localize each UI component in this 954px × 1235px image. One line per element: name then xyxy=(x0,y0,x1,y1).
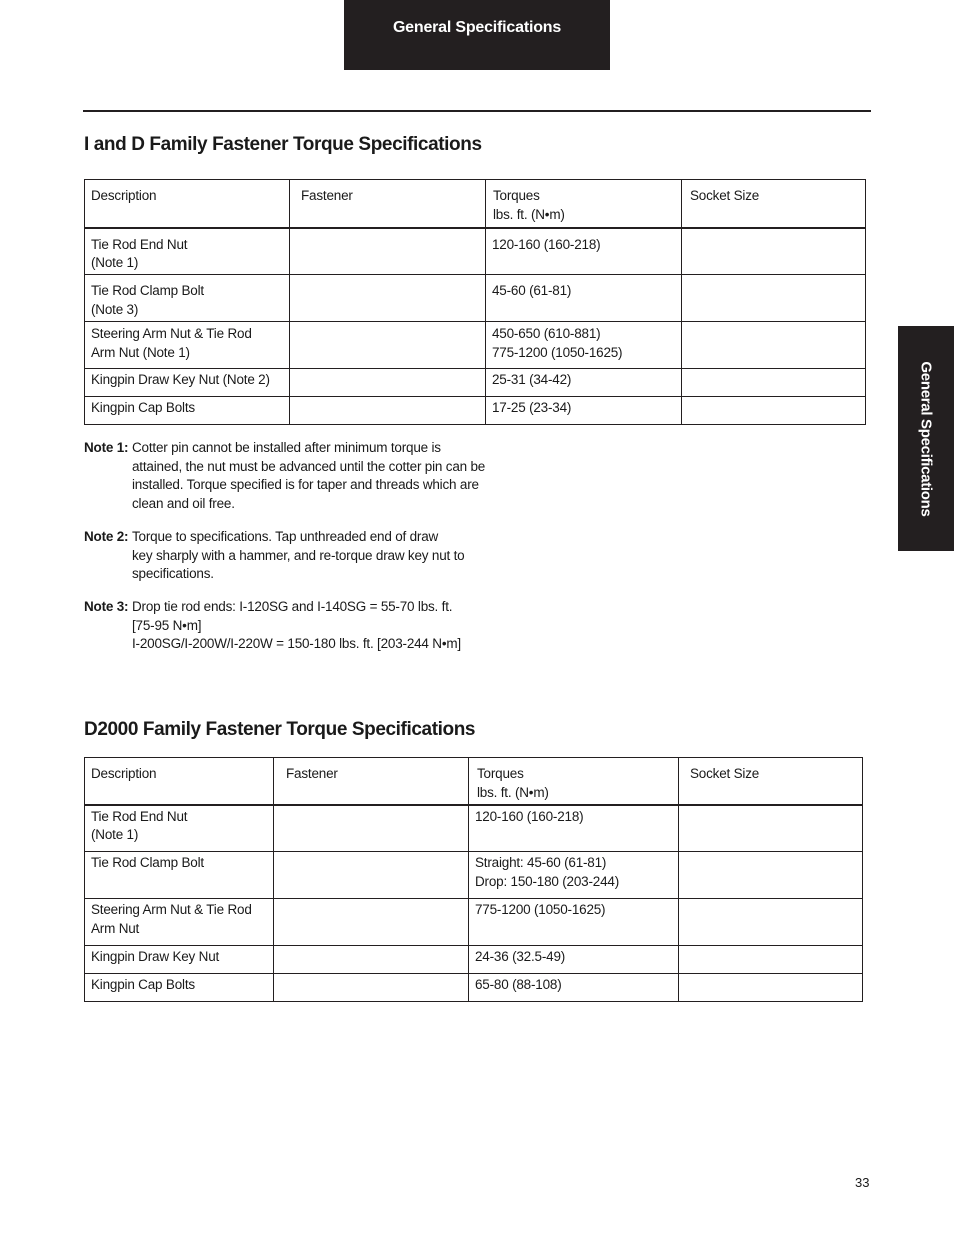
cell-torques: Straight: 45-60 (61-81) Drop: 150-180 (203-244) xyxy=(469,852,679,899)
cell-fastener xyxy=(290,275,486,322)
note-label: Note 2: xyxy=(84,528,129,544)
cell-description: Tie Rod Clamp Bolt xyxy=(85,852,274,899)
cell-socket-size xyxy=(679,805,863,852)
cell-fastener xyxy=(290,369,486,397)
note-1 xyxy=(84,439,494,514)
side-tab-label: General Specifications xyxy=(917,360,935,517)
cell-torques: 775-1200 (1050-1625) xyxy=(469,899,679,946)
cell-fastener xyxy=(274,852,469,899)
cell-description: Kingpin Draw Key Nut (Note 2) xyxy=(85,369,290,397)
col-header-socket-size: Socket Size xyxy=(679,758,863,805)
table-row xyxy=(85,275,866,322)
cell-torques: 120-160 (160-218) xyxy=(486,228,682,275)
table-row xyxy=(85,369,866,397)
cell-fastener xyxy=(274,946,469,974)
cell-fastener xyxy=(290,322,486,369)
table-row xyxy=(85,322,866,369)
cell-socket-size xyxy=(679,899,863,946)
cell-description: Steering Arm Nut & Tie Rod Arm Nut xyxy=(85,899,274,946)
side-tab xyxy=(898,326,954,551)
cell-description: Steering Arm Nut & Tie Rod Arm Nut (Note 1) xyxy=(85,322,290,369)
note-text: Torque to specifications. Tap unthreaded end of draw key sharply with a hammer, and re-torque draw key nut to specifications. xyxy=(132,528,465,582)
col-header-socket-size: Socket Size xyxy=(682,180,866,228)
notes-block xyxy=(84,439,494,668)
cell-fastener xyxy=(274,899,469,946)
cell-socket-size xyxy=(679,974,863,1002)
note-label: Note 3: xyxy=(84,598,129,614)
cell-socket-size xyxy=(679,946,863,974)
col-header-torques: Torques lbs. ft. (N•m) xyxy=(469,758,679,805)
note-text: Drop tie rod ends: I-120SG and I-140SG = 55-70 lbs. ft. [75-95 N•m] I-200SG/I-200W/I-220W = 150-180 lbs. ft. [203-244 N•m] xyxy=(132,598,461,652)
cell-torques: 450-650 (610-881) 775-1200 (1050-1625) xyxy=(486,322,682,369)
header-rule xyxy=(83,110,871,112)
header-tab-label: General Specifications xyxy=(392,19,562,36)
cell-socket-size xyxy=(682,228,866,275)
cell-torques: 25-31 (34-42) xyxy=(486,369,682,397)
col-header-fastener: Fastener xyxy=(274,758,469,805)
cell-socket-size xyxy=(682,322,866,369)
table-row xyxy=(85,899,863,946)
note-label: Note 1: xyxy=(84,440,129,455)
cell-fastener xyxy=(274,805,469,852)
cell-description: Tie Rod End Nut (Note 1) xyxy=(85,805,274,852)
cell-description: Kingpin Draw Key Nut xyxy=(85,946,274,974)
cell-description: Tie Rod Clamp Bolt (Note 3) xyxy=(85,275,290,322)
cell-fastener xyxy=(290,228,486,275)
col-header-torques: Torques lbs. ft. (N•m) xyxy=(486,180,682,228)
header-tab xyxy=(344,0,610,70)
cell-socket-size xyxy=(682,369,866,397)
table-row xyxy=(85,852,863,899)
cell-description: Kingpin Cap Bolts xyxy=(85,974,274,1002)
cell-socket-size xyxy=(682,397,866,425)
cell-fastener xyxy=(290,397,486,425)
note-3 xyxy=(84,598,494,654)
note-2 xyxy=(84,528,494,584)
section-title-i-and-d: I and D Family Fastener Torque Specifications xyxy=(84,134,482,155)
cell-torques: 120-160 (160-218) xyxy=(469,805,679,852)
table-row xyxy=(85,228,866,275)
table-row xyxy=(85,946,863,974)
page-number: 33 xyxy=(855,1175,870,1190)
note-text: Cotter pin cannot be installed after minimum torque is attained, the nut must be advanced until the cotter pin can be installed. Torque specified is for taper and threads which are clean and oil free. xyxy=(132,440,486,512)
torque-table-d2000 xyxy=(84,757,863,1002)
cell-socket-size xyxy=(679,852,863,899)
cell-fastener xyxy=(274,974,469,1002)
col-header-fastener: Fastener xyxy=(290,180,486,228)
cell-description: Tie Rod End Nut (Note 1) xyxy=(85,228,290,275)
col-header-description: Description xyxy=(85,180,290,228)
cell-torques: 24-36 (32.5-49) xyxy=(469,946,679,974)
table-row xyxy=(85,974,863,1002)
table-header-row xyxy=(85,180,866,228)
cell-socket-size xyxy=(682,275,866,322)
cell-torques: 45-60 (61-81) xyxy=(486,275,682,322)
cell-torques: 65-80 (88-108) xyxy=(469,974,679,1002)
table-row xyxy=(85,805,863,852)
torque-table-i-and-d xyxy=(84,179,866,425)
cell-description: Kingpin Cap Bolts xyxy=(85,397,290,425)
table-header-row xyxy=(85,758,863,805)
section-title-d2000: D2000 Family Fastener Torque Specifications xyxy=(84,719,476,740)
table-row xyxy=(85,397,866,425)
cell-torques: 17-25 (23-34) xyxy=(486,397,682,425)
col-header-description: Description xyxy=(85,758,274,805)
